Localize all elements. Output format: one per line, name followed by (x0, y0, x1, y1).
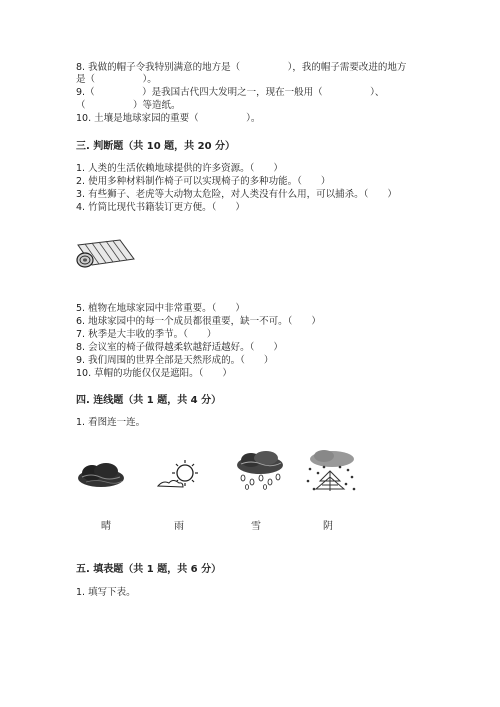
judge-item-5: 5. 植物在地球家园中非常重要。（ ） (76, 303, 245, 314)
weather-label-sunny: 晴 (101, 521, 111, 532)
section-title-judgement: 三. 判断题（共 10 题，共 20 分） (76, 141, 236, 152)
judge-item-10: 10. 草帽的功能仅仅是遮阳。（ ） (76, 368, 232, 379)
snow-icon (302, 449, 358, 493)
judge-item-6: 6. 地球家园中的每一个成员都很重要，缺一不可。（ ） (76, 316, 321, 327)
table-question: 1. 填写下表。 (76, 587, 136, 598)
weather-label-rain: 雨 (174, 521, 184, 532)
judge-item-7: 7. 秋季是大丰收的季节。（ ） (76, 329, 217, 340)
judge-item-4: 4. 竹筒比现代书籍装订更方便。（ ） (76, 202, 245, 213)
judge-item-8: 8. 会议室的椅子做得越柔软越舒适越好。（ ） (76, 342, 283, 353)
weather-label-cloudy: 阴 (323, 521, 333, 532)
cloud-icon (76, 461, 126, 491)
weather-label-snow: 雪 (251, 521, 261, 532)
judge-item-3: 3. 有些狮子、老虎等大动物太危险，对人类没有什么用，可以捕杀。（ ） (76, 189, 397, 200)
section-title-matching: 四. 连线题（共 1 题，共 4 分） (76, 395, 222, 406)
fill-item-9-cont: （ ）等造纸。 (76, 100, 181, 111)
judge-item-9: 9. 我们周围的世界全部是天然形成的。（ ） (76, 355, 274, 366)
bamboo-scroll-image (76, 237, 136, 273)
matching-question: 1. 看图连一连。 (76, 417, 146, 428)
sun-icon (155, 458, 207, 492)
fill-item-10: 10. 土壤是地球家园的重要（ ）。 (76, 113, 261, 124)
fill-item-8-cont: 是（ ）。 (76, 74, 157, 85)
fill-item-8: 8. 我做的帽子令我特别满意的地方是（ ），我的帽子需要改进的地方 (76, 62, 407, 73)
section-title-table: 五. 填表题（共 1 题，共 6 分） (76, 564, 222, 575)
fill-item-9: 9.（ ）是我国古代四大发明之一，现在一般用（ ）、 (76, 87, 385, 98)
judge-item-2: 2. 使用多种材料制作椅子可以实现椅子的多种功能。（ ） (76, 176, 331, 187)
rain-cloud-icon (233, 451, 289, 491)
judge-item-1: 1. 人类的生活依赖地球提供的许多资源。（ ） (76, 163, 283, 174)
